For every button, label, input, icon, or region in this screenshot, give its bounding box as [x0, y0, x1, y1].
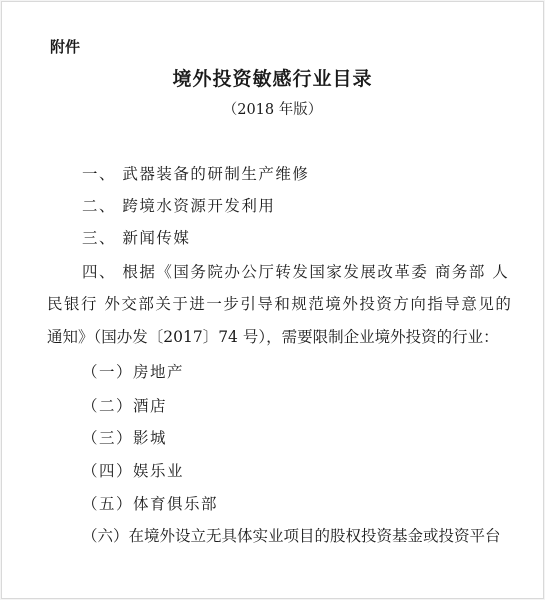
- sub-list-item: （一）房地产: [82, 363, 185, 381]
- list-item: 一、 武器装备的研制生产维修: [82, 165, 310, 183]
- sub-list-item: （六）在境外设立无具体实业项目的股权投资基金或投资平台: [82, 527, 501, 545]
- annex-label: 附件: [50, 38, 81, 56]
- document-page: [1, 1, 544, 599]
- sub-list-item: （三）影城: [82, 429, 168, 447]
- item4-line1: 四、 根据《国务院办公厅转发国家发展改革委 商务部 人: [82, 263, 510, 281]
- list-item: 二、 跨境水资源开发利用: [82, 197, 276, 215]
- edition-label: （2018 年版）: [222, 102, 323, 118]
- sub-list-item: （四）娱乐业: [82, 462, 185, 480]
- list-item: 三、 新闻传媒: [82, 229, 191, 247]
- sub-list-item: （五）体育俱乐部: [82, 495, 219, 513]
- sub-list-item: （二）酒店: [82, 397, 168, 415]
- item4-line2: 民银行 外交部关于进一步引导和规范境外投资方向指导意见的: [47, 295, 513, 313]
- item4-line3: 通知》（国办发〔2017〕74 号），需要限制企业境外投资的行业：: [47, 328, 499, 346]
- document-title: 境外投资敏感行业目录: [172, 68, 373, 90]
